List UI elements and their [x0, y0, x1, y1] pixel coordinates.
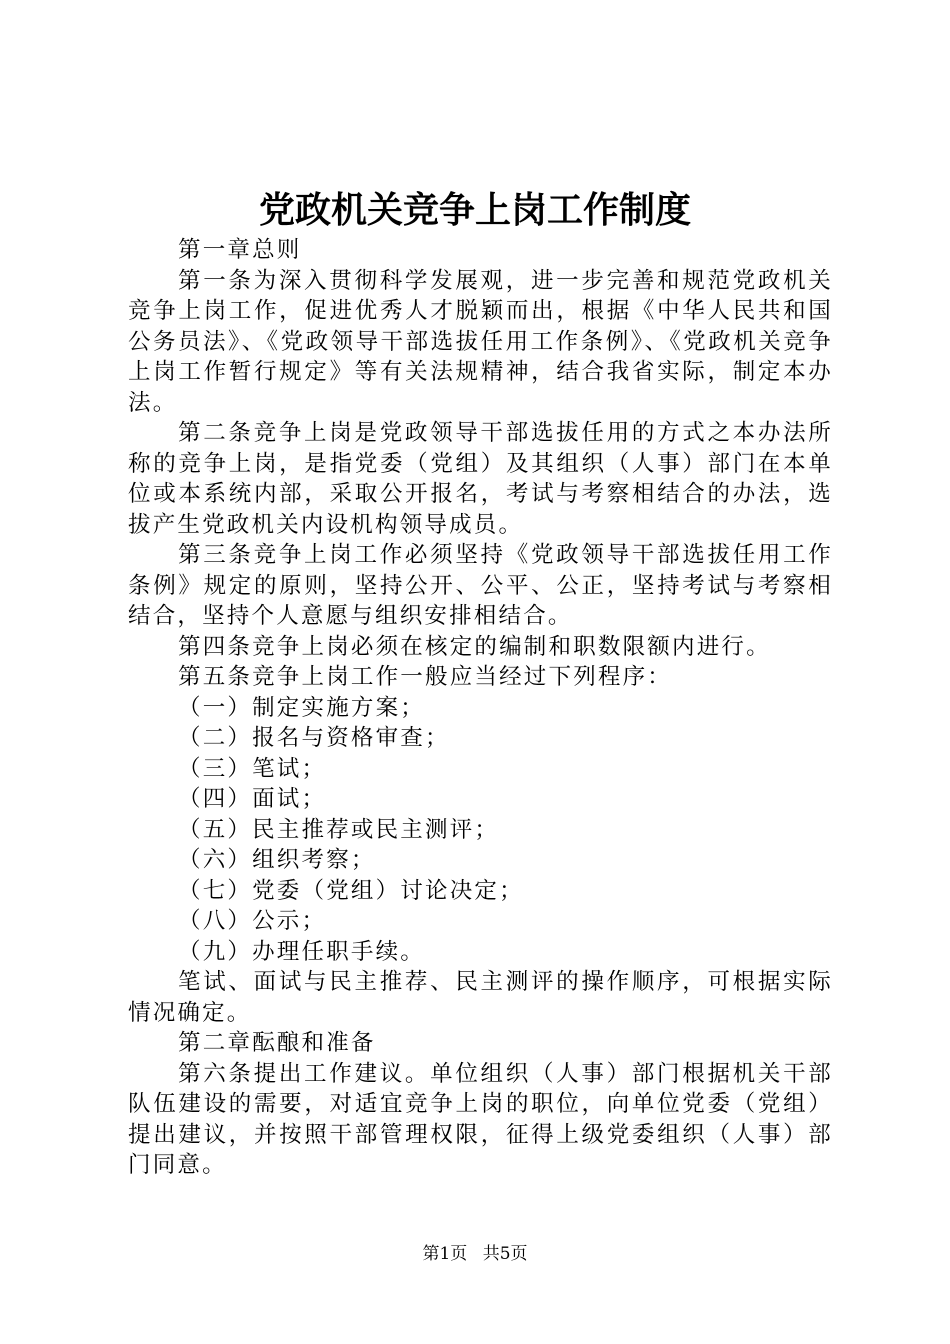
procedure-list-item: （三）笔试； — [178, 755, 327, 782]
procedure-list-item: （一）制定实施方案； — [178, 694, 426, 721]
procedure-list-item: （四）面试； — [178, 786, 327, 812]
procedure-list-item: （二）报名与资格审查； — [178, 725, 450, 751]
chapter-heading: 第二章酝酿和准备 — [178, 1030, 376, 1056]
procedure-list-item: （八）公示； — [178, 908, 327, 934]
page-number: 第1页 — [422, 1244, 468, 1264]
page-footer — [0, 1242, 950, 1266]
procedure-list-item: （五）民主推荐或民主测评； — [178, 816, 500, 843]
document-body — [128, 235, 833, 1181]
procedure-list-item: （六）组织考察； — [178, 847, 376, 873]
procedure-list-item: （九）办理任职手续。 — [178, 938, 426, 965]
procedure-list-item: （七）党委（党组）讨论决定； — [178, 877, 524, 904]
article-paragraph: 第六条提出工作建议。单位组织（人事）部门根据机关干部队伍建设的需要，对适宜竞争上岗的职位，向单位党委（党组）提出建议，并按照干部管理权限，征得上级党委组织（人事）部门同意。 — [128, 1060, 833, 1178]
document-title: 党政机关竞争上岗工作制度 — [258, 189, 691, 231]
chapter-heading: 第一章总则 — [178, 237, 302, 263]
page-total: 共5页 — [482, 1244, 528, 1264]
article-paragraph: 第三条竞争上岗工作必须坚持《党政领导干部选拔任用工作条例》规定的原则，坚持公开、公平、公正，坚持考试与考察相结合，坚持个人意愿与组织安排相结合。 — [128, 542, 833, 629]
article-paragraph: 第五条竞争上岗工作一般应当经过下列程序： — [178, 664, 673, 690]
article-paragraph: 第四条竞争上岗必须在核定的编制和职数限额内进行。 — [178, 633, 771, 660]
article-paragraph: 第二条竞争上岗是党政领导干部选拔任用的方式之本办法所称的竞争上岗，是指党委（党组）及其组织（人事）部门在本单位或本系统内部，采取公开报名，考试与考察相结合的办法，选拔产生党政机关内设机构领导成员。 — [128, 420, 833, 538]
article-paragraph: 笔试、面试与民主推荐、民主测评的操作顺序，可根据实际情况确定。 — [128, 969, 833, 1026]
article-paragraph: 第一条为深入贯彻科学发展观，进一步完善和规范党政机关竞争上岗工作，促进优秀人才脱颖而出，根据《中华人民共和国公务员法》、《党政领导干部选拔任用工作条例》、《党政机关竞争上岗工作暂行规定》等有关法规精神，结合我省实际，制定本办法。 — [128, 267, 833, 416]
